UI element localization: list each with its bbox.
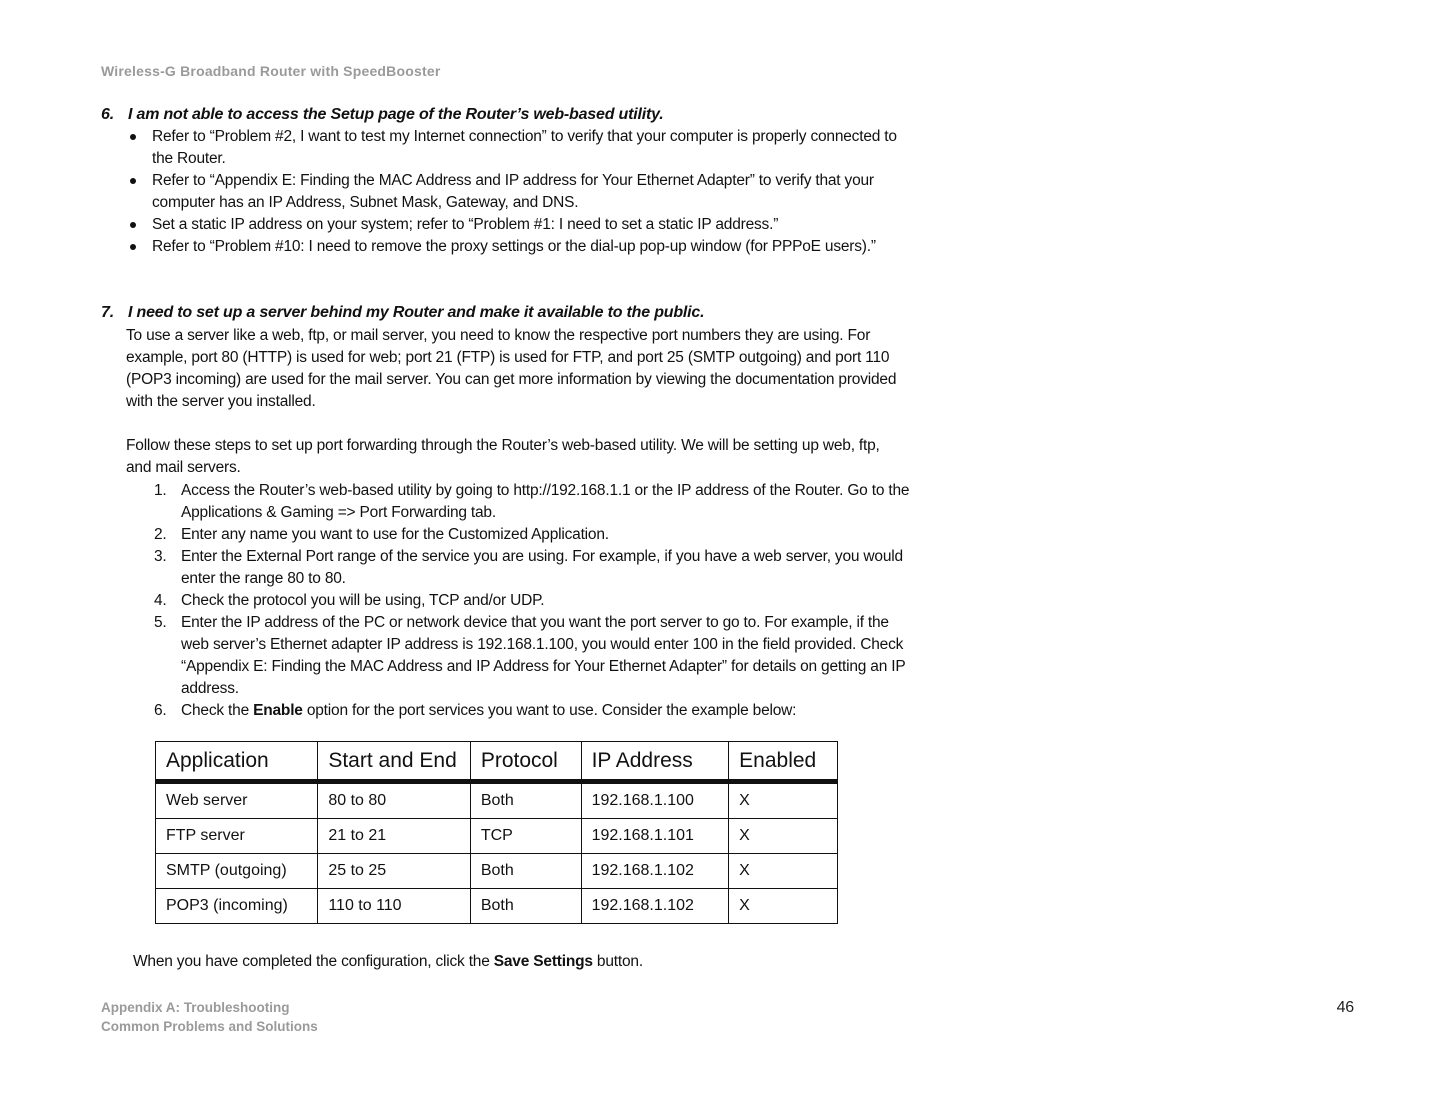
table-cell: POP3 (incoming) bbox=[156, 889, 318, 924]
table-row bbox=[156, 782, 838, 819]
step-text-after: option for the port services you want to use. Consider the example below: bbox=[302, 702, 797, 719]
question-7-text: I need to set up a server behind my Router and make it available to the public. bbox=[128, 304, 705, 321]
page-footer bbox=[101, 998, 318, 1036]
closing-text-after: button. bbox=[592, 953, 643, 970]
question-6-text: I am not able to access the Setup page of the Router’s web-based utility. bbox=[128, 106, 664, 123]
table-row bbox=[156, 889, 838, 924]
footer-chapter: Appendix A: Troubleshooting bbox=[101, 1000, 290, 1015]
step-item bbox=[152, 546, 912, 590]
port-forwarding-steps bbox=[152, 480, 912, 722]
question-6-title bbox=[101, 104, 663, 126]
step-item bbox=[152, 612, 912, 700]
column-header-protocol: Protocol bbox=[470, 742, 581, 782]
running-header: Wireless-G Broadband Router with SpeedBooster bbox=[101, 63, 441, 79]
table-cell: 21 to 21 bbox=[318, 819, 470, 854]
bullet-item: Refer to “Problem #2, I want to test my Internet connection” to verify that your computer is properly connected to the Router. bbox=[126, 126, 906, 170]
question-6-bullets bbox=[126, 126, 906, 258]
step-item bbox=[152, 480, 912, 524]
step-item bbox=[152, 700, 912, 722]
table-cell: 192.168.1.101 bbox=[581, 819, 729, 854]
step-number: 2. bbox=[154, 526, 167, 543]
question-6-number: 6. bbox=[101, 106, 114, 123]
table-cell: X bbox=[729, 782, 838, 819]
table-cell: 192.168.1.100 bbox=[581, 782, 729, 819]
enable-option-label: Enable bbox=[253, 702, 303, 719]
step-item bbox=[152, 524, 912, 546]
table-row bbox=[156, 854, 838, 889]
table-cell: 25 to 25 bbox=[318, 854, 470, 889]
closing-text-before: When you have completed the configuration, click the bbox=[133, 953, 494, 970]
table-header-row bbox=[156, 742, 838, 782]
page-number: 46 bbox=[1336, 999, 1354, 1016]
save-settings-label: Save Settings bbox=[493, 953, 593, 970]
table-row bbox=[156, 819, 838, 854]
table-cell: FTP server bbox=[156, 819, 318, 854]
step-number: 3. bbox=[154, 548, 167, 565]
step-text: Check the protocol you will be using, TCP and/or UDP. bbox=[181, 592, 545, 609]
step-number: 4. bbox=[154, 592, 167, 609]
table-cell: Both bbox=[470, 854, 581, 889]
bullet-item: Set a static IP address on your system; refer to “Problem #1: I need to set a static IP address.” bbox=[126, 214, 906, 236]
port-forwarding-table bbox=[155, 741, 838, 924]
step-number: 1. bbox=[154, 482, 167, 499]
step-number: 5. bbox=[154, 614, 167, 631]
table-cell: X bbox=[729, 854, 838, 889]
question-7-number: 7. bbox=[101, 304, 114, 321]
table-cell: Both bbox=[470, 782, 581, 819]
step-text: Enter the IP address of the PC or network device that you want the port server to go to. For example, if the web server’s Ethernet adapter IP address is 192.168.1.100, you would enter 100 in the field provided. Check “Appendix E: Finding the MAC Address and IP Address for Your Ethernet Adapter” for details on getting an IP address. bbox=[181, 614, 906, 697]
footer-section: Common Problems and Solutions bbox=[101, 1019, 318, 1034]
column-header-application: Application bbox=[156, 742, 318, 782]
column-header-start-end: Start and End bbox=[318, 742, 470, 782]
table-cell: Web server bbox=[156, 782, 318, 819]
question-7-follow: Follow these steps to set up port forwarding through the Router’s web-based utility. We will be setting up web, ftp, and mail servers. bbox=[126, 437, 880, 476]
table-cell: 110 to 110 bbox=[318, 889, 470, 924]
table-cell: 192.168.1.102 bbox=[581, 854, 729, 889]
column-header-enabled: Enabled bbox=[729, 742, 838, 782]
table-cell: Both bbox=[470, 889, 581, 924]
question-7-intro: To use a server like a web, ftp, or mail server, you need to know the respective port numbers they are using. For example, port 80 (HTTP) is used for web; port 21 (FTP) is used for FTP, and port 25 (SMTP outgoing) and port 110 (POP3 incoming) are used for the mail server. You can get more information by viewing the documentation provided with the server you installed. bbox=[126, 327, 897, 410]
table-cell: 192.168.1.102 bbox=[581, 889, 729, 924]
question-7-title bbox=[101, 302, 704, 324]
bullet-item: Refer to “Appendix E: Finding the MAC Address and IP address for Your Ethernet Adapter” to verify that your computer has an IP Address, Subnet Mask, Gateway, and DNS. bbox=[126, 170, 906, 214]
step-number: 6. bbox=[154, 702, 167, 719]
step-text: Enter the External Port range of the service you are using. For example, if you have a web server, you would enter the range 80 to 80. bbox=[181, 548, 903, 587]
step-text-before: Check the bbox=[181, 702, 254, 719]
bullet-item: Refer to “Problem #10: I need to remove the proxy settings or the dial-up pop-up window (for PPPoE users).” bbox=[126, 236, 906, 258]
step-item bbox=[152, 590, 912, 612]
closing-instruction bbox=[133, 951, 643, 973]
column-header-ip-address: IP Address bbox=[581, 742, 729, 782]
table-cell: TCP bbox=[470, 819, 581, 854]
table-cell: X bbox=[729, 889, 838, 924]
table-cell: SMTP (outgoing) bbox=[156, 854, 318, 889]
table-cell: X bbox=[729, 819, 838, 854]
table-cell: 80 to 80 bbox=[318, 782, 470, 819]
step-text: Enter any name you want to use for the Customized Application. bbox=[181, 526, 609, 543]
step-text: Access the Router’s web-based utility by going to http://192.168.1.1 or the IP address of the Router. Go to the Applications & Gaming => Port Forwarding tab. bbox=[181, 482, 910, 521]
